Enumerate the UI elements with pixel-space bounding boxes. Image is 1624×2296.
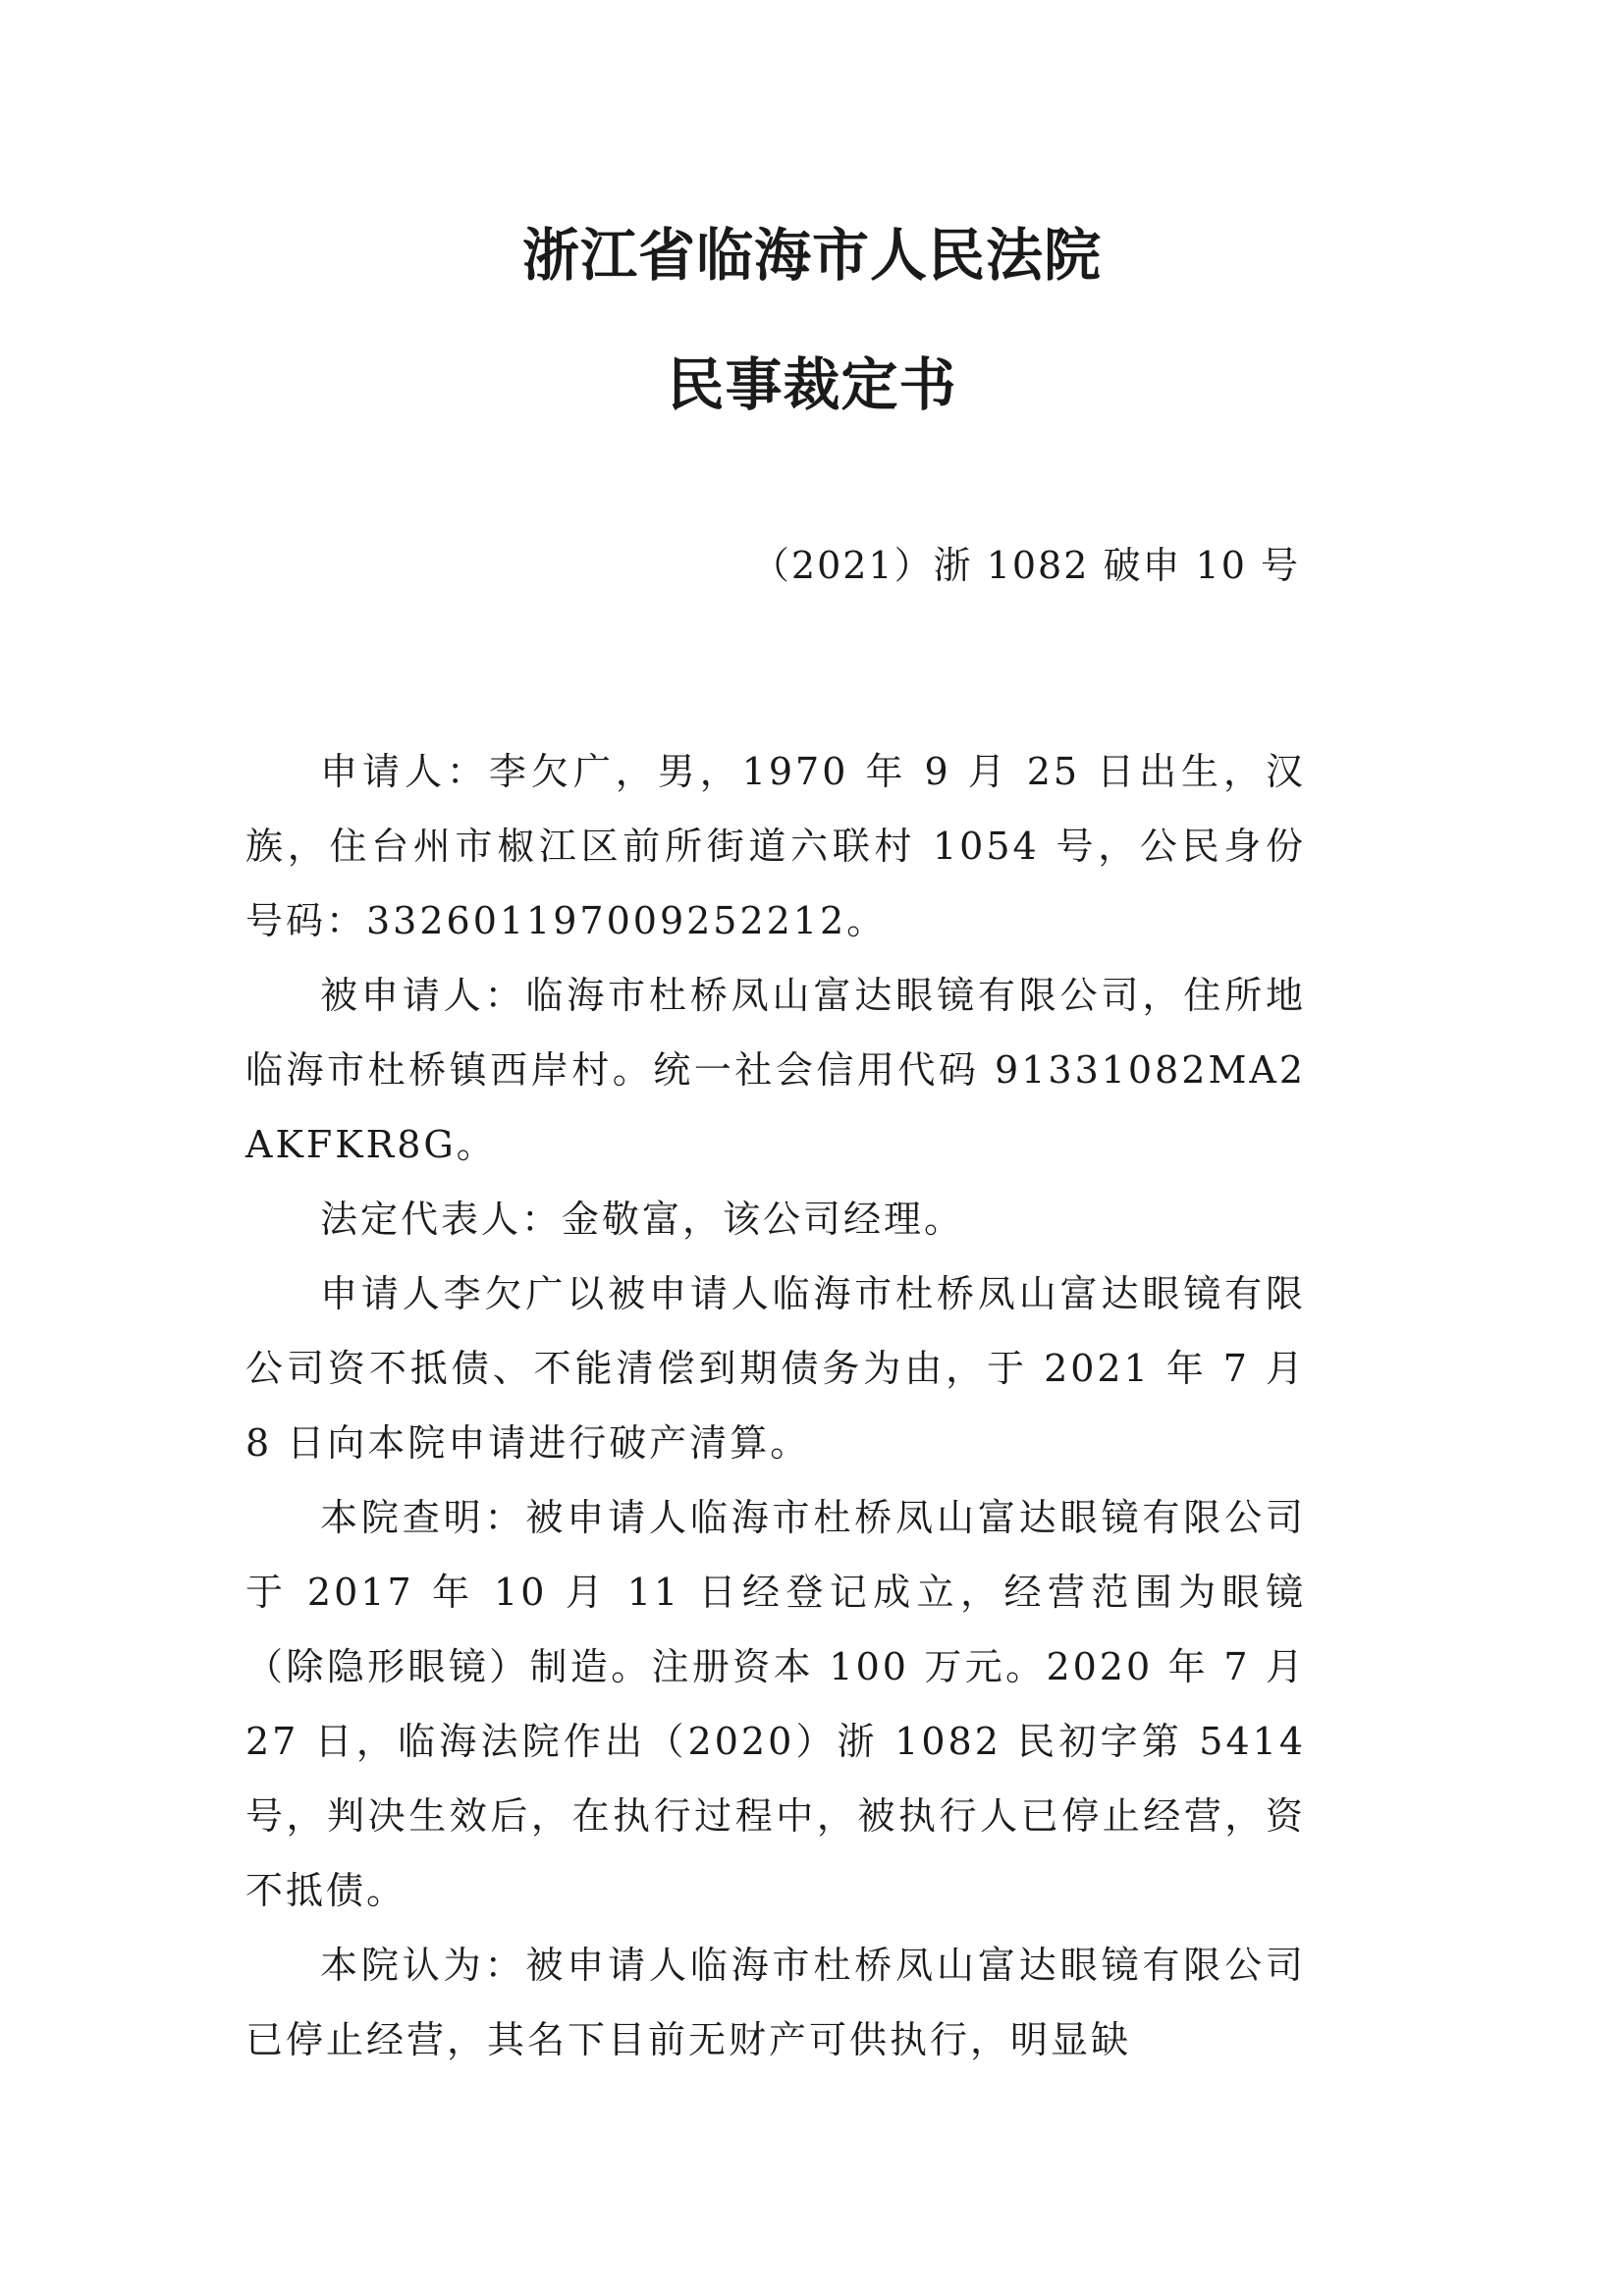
court-name-heading: 浙江省临海市人民法院	[521, 222, 1102, 289]
case-number: （2021）浙 1082 破申 10 号	[751, 544, 1300, 587]
applicant-paragraph: 申请人：李欠广，男，1970 年 9 月 25 日出生，汉族，住台州市椒江区前所街道六联村 1054 号，公民身份号码：332601197009252212。	[245, 750, 1306, 942]
findings-paragraph: 本院查明：被申请人临海市杜桥凤山富达眼镜有限公司于 2017 年 10 月 11 日经登记成立，经营范围为眼镜（除隐形眼镜）制造。注册资本 100 万元。2020 年 7 月 27 日，临海法院作出（2020）浙 1082 民初字第 5414 号，判决生效后，在执行过程中，被执行人已停止经营，资不抵债。	[245, 1496, 1306, 1912]
document-type-heading: 民事裁定书	[667, 351, 957, 418]
ruling-body	[245, 734, 1306, 2077]
application-paragraph: 申请人李欠广以被申请人临海市杜桥凤山富达眼镜有限公司资不抵债、不能清偿到期债务为由，于 2021 年 7 月 8 日向本院申请进行破产清算。	[245, 1272, 1306, 1465]
respondent-paragraph: 被申请人：临海市杜桥凤山富达眼镜有限公司，住所地临海市杜桥镇西岸村。统一社会信用代码 91331082MA2AKFKR8G。	[245, 974, 1306, 1166]
legal-representative-paragraph: 法定代表人：金敬富，该公司经理。	[320, 1198, 965, 1241]
court-opinion-paragraph: 本院认为：被申请人临海市杜桥凤山富达眼镜有限公司已停止经营，其名下目前无财产可供执行，明显缺	[245, 1944, 1306, 2061]
